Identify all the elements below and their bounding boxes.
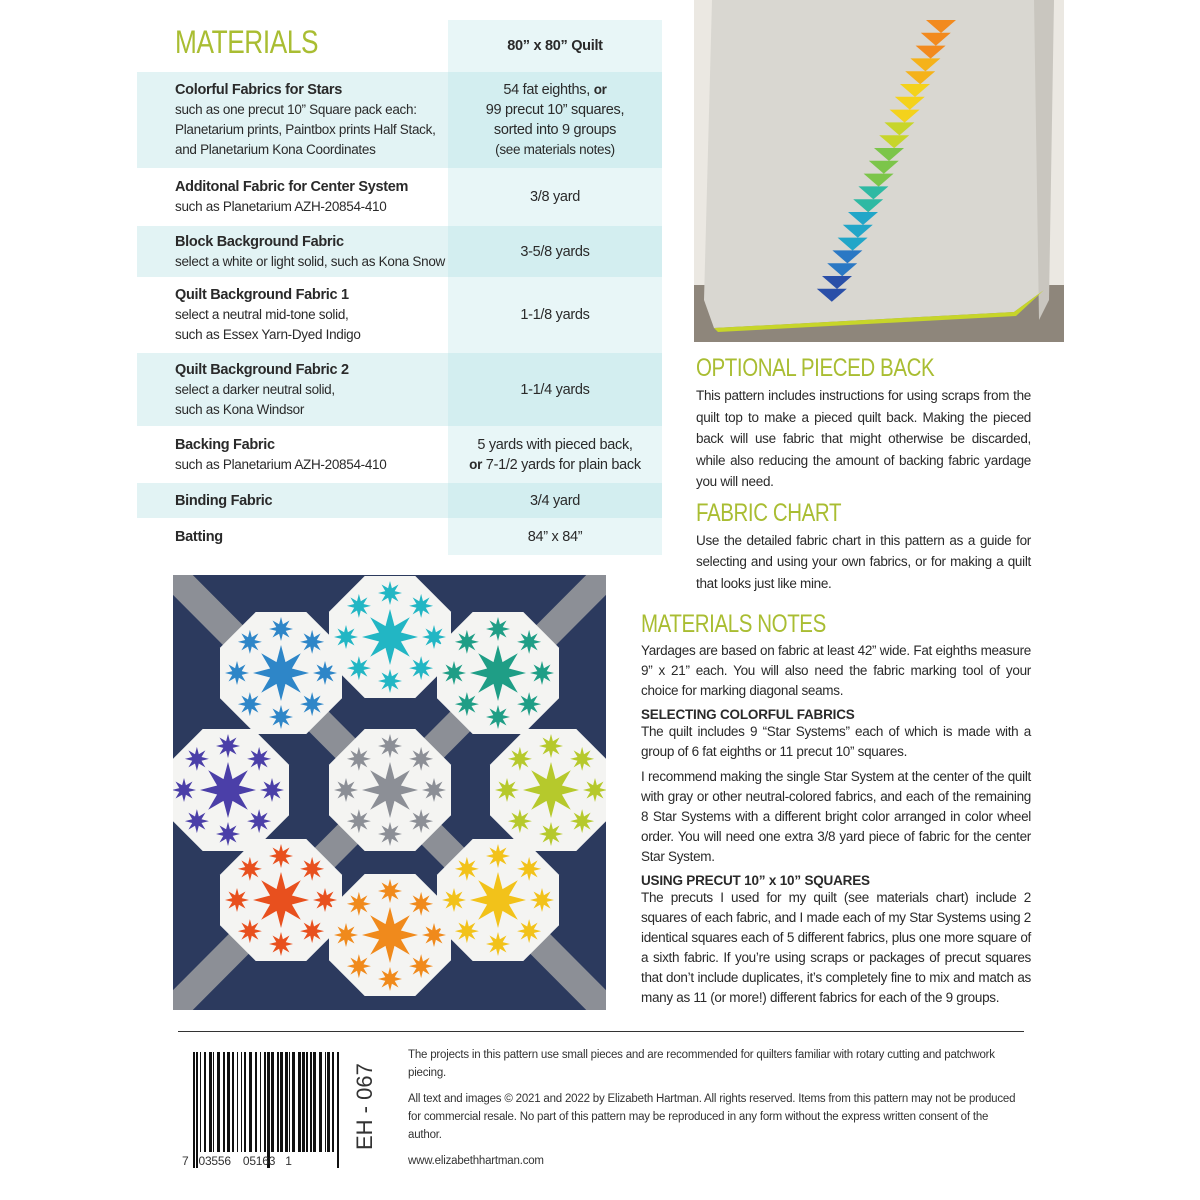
center-star [253,645,309,701]
notes-paragraph: I recommend making the single Star System at the center of the quilt with gray or other neutral-colored fabrics, and each of the remaining 8 Star Systems with a different bright color arranged in color wheel order. You will need one extra 3/8 yard piece of fabric for the center Star System. [641,769,1031,864]
barcode-bar [223,1052,225,1152]
barcode-bar [264,1052,266,1152]
small-star [269,705,293,729]
materials-title: MATERIALS [175,24,319,60]
small-star [238,630,262,654]
small-star [300,692,324,716]
barcode-bar [249,1052,252,1152]
small-star [300,857,324,881]
materials-table [137,20,662,555]
small-star [378,581,402,605]
barcode-bar [313,1052,316,1152]
small-star [378,734,402,758]
notes-intro: Yardages are based on fabric at least 42” wide. Fat eighths measure 9” x 21” each. You will also need the fabric marking tool of your choice for marking diagonal seams. [641,643,1031,698]
barcode-bar [267,1052,270,1168]
table-row: Block Background Fabric select a white or light solid, such as Kona Snow 3-5/8 yards [137,226,662,277]
pattern-code: EH - 067 [352,1063,377,1150]
barcode-bar [319,1052,322,1152]
divider [178,1031,1024,1032]
small-star [517,919,541,943]
barcode-bar [277,1052,279,1152]
small-star [260,778,284,802]
small-star [442,888,466,912]
center-star [470,872,526,928]
barcode-bar [241,1052,242,1152]
small-star [269,617,293,641]
small-star [508,809,532,833]
precut-squares-heading: USING PRECUT 10” x 10” SQUARES [641,873,870,888]
quilt-image [173,575,606,1010]
small-star [300,630,324,654]
footer-note: The projects in this pattern use small pieces and are recommended for quilters familiar with rotary cutting and patchwork piecing. [408,1049,995,1079]
small-star [334,625,358,649]
barcode-bar [292,1052,295,1152]
small-star [486,617,510,641]
small-star [378,669,402,693]
small-star [455,692,479,716]
small-star [495,778,519,802]
barcode-bar [325,1052,326,1152]
barcode-bar [302,1052,305,1152]
barcode-bar [244,1052,246,1152]
barcode-bar [237,1052,238,1152]
small-star [517,857,541,881]
barcode-bar [332,1052,334,1152]
table-row: Binding Fabric 3/4 yard [137,483,662,518]
fabric-chart-text: Use the detailed fabric chart in this pattern as a guide for selecting and using your own fabrics, or for making a quilt that looks just like mine. [696,532,1031,591]
barcode-bar [260,1052,261,1152]
table-row: Quilt Background Fabric 1 select a neutral mid-tone solid, such as Essex Yarn-Dyed Indigo 1-1/8 yards [137,277,662,353]
barcode-bar [200,1052,201,1152]
small-star [334,923,358,947]
notes-paragraph: The quilt includes 9 “Star Systems” each of which is made with a group of 6 fat eighths or 11 precut 10” squares. [641,724,1031,759]
small-star [530,661,554,685]
center-star [362,762,418,818]
selecting-fabrics-heading: SELECTING COLORFUL FABRICS [641,707,855,722]
small-star [539,734,563,758]
small-star [247,809,271,833]
small-star [347,747,371,771]
barcode-bar [209,1052,212,1152]
small-star [455,919,479,943]
barcode-bar [193,1052,195,1168]
small-star [455,630,479,654]
small-star [409,954,433,978]
small-star [269,932,293,956]
barcode-bar [337,1052,339,1168]
small-star [442,661,466,685]
small-star [409,656,433,680]
small-star [238,919,262,943]
small-star [238,857,262,881]
small-star [216,734,240,758]
small-star [409,747,433,771]
small-star [409,809,433,833]
small-star [334,778,358,802]
small-star [486,932,510,956]
small-star [300,919,324,943]
small-star [378,879,402,903]
barcode-bar [232,1052,234,1152]
small-star [539,822,563,846]
barcode-bar [280,1052,283,1152]
barcode-digits: 7 03556 05163 1 [182,1154,292,1168]
table-row: Colorful Fabrics for Stars such as one precut 10” Square pack each: Planetarium prints, Paintbox prints Half Stack, and Planetarium Kona Coordinates 54 fat eighths, or 99 precut 10” squares, sorted into 9 groups (see materials notes) [137,72,662,168]
small-star [347,594,371,618]
small-star [508,747,532,771]
barcode-bar [217,1052,220,1152]
center-star [362,907,418,963]
small-star [347,809,371,833]
small-star [409,594,433,618]
small-star [409,892,433,916]
barcode-bar [204,1052,206,1152]
small-star [216,822,240,846]
small-star [225,888,249,912]
barcode-bar [285,1052,288,1152]
optional-back-text: This pattern includes instructions for using scraps from the quilt top to make a pieced quilt back. Making the pieced back will use fabric that might otherwise be discarded, while also reducing the amount of backing fabric yardage you will need. [696,388,1031,489]
barcode-bar [327,1052,330,1152]
barcode-bar [306,1052,308,1152]
barcode-bar [310,1052,312,1152]
barcode-bar [271,1052,274,1152]
small-star [225,661,249,685]
small-star [247,747,271,771]
small-star [517,692,541,716]
small-star [378,822,402,846]
small-star [570,747,594,771]
small-star [486,844,510,868]
small-star [570,809,594,833]
table-row: Quilt Background Fabric 2 select a darker neutral solid, such as Kona Windsor 1-1/4 yards [137,353,662,426]
barcode-bar [255,1052,257,1152]
fabric-chart-title: FABRIC CHART [696,498,842,527]
small-star [347,656,371,680]
small-star [238,692,262,716]
optional-back-title: OPTIONAL PIECED BACK [696,354,935,382]
center-star [523,762,579,818]
center-star [470,645,526,701]
small-star [517,630,541,654]
small-star [347,892,371,916]
small-star [269,844,293,868]
small-star [378,967,402,991]
center-star [362,609,418,665]
notes-paragraph: The precuts I used for my quilt (see materials chart) include 2 squares of each fabric, and I made each of my Star Systems using 2 identical squares each of 5 different fabrics, plus one more square of a sixth fabric. If you’re using scraps or packages of precut squares that don’t include duplicates, it’s completely fine to mix and match as many as 11 (or more!) different fabrics for each of the 9 groups. [641,890,1031,1005]
website-link[interactable]: www.elizabethhartman.com [408,1155,544,1167]
small-star [530,888,554,912]
small-star [185,747,209,771]
quilt-photo [694,0,1064,342]
barcode [188,1052,348,1168]
small-star [455,857,479,881]
small-star [185,809,209,833]
copyright: All text and images © 2021 and 2022 by Elizabeth Hartman. All rights reserved. Items from this pattern may not be produced for commercial resale. No part of this pattern may be reproduced in any form without the express written consent of the author. [408,1093,1016,1141]
table-row: Backing Fabric such as Planetarium AZH-20854-410 5 yards with pieced back, or 7-1/2 yards for plain back [137,426,662,483]
barcode-bar [227,1052,230,1152]
small-star [422,778,446,802]
barcode-bar [196,1052,198,1168]
column-header: 80” x 80” Quilt [448,20,662,72]
small-star [486,705,510,729]
barcode-bar [289,1052,290,1152]
barcode-bar [213,1052,214,1152]
center-star [253,872,309,928]
center-star [200,762,256,818]
materials-notes-title: MATERIALS NOTES [641,610,826,638]
small-star [347,954,371,978]
table-row: Batting 84” x 84” [137,518,662,555]
table-row: Additonal Fabric for Center System such as Planetarium AZH-20854-410 3/8 yard [137,168,662,226]
barcode-bar [298,1052,301,1152]
